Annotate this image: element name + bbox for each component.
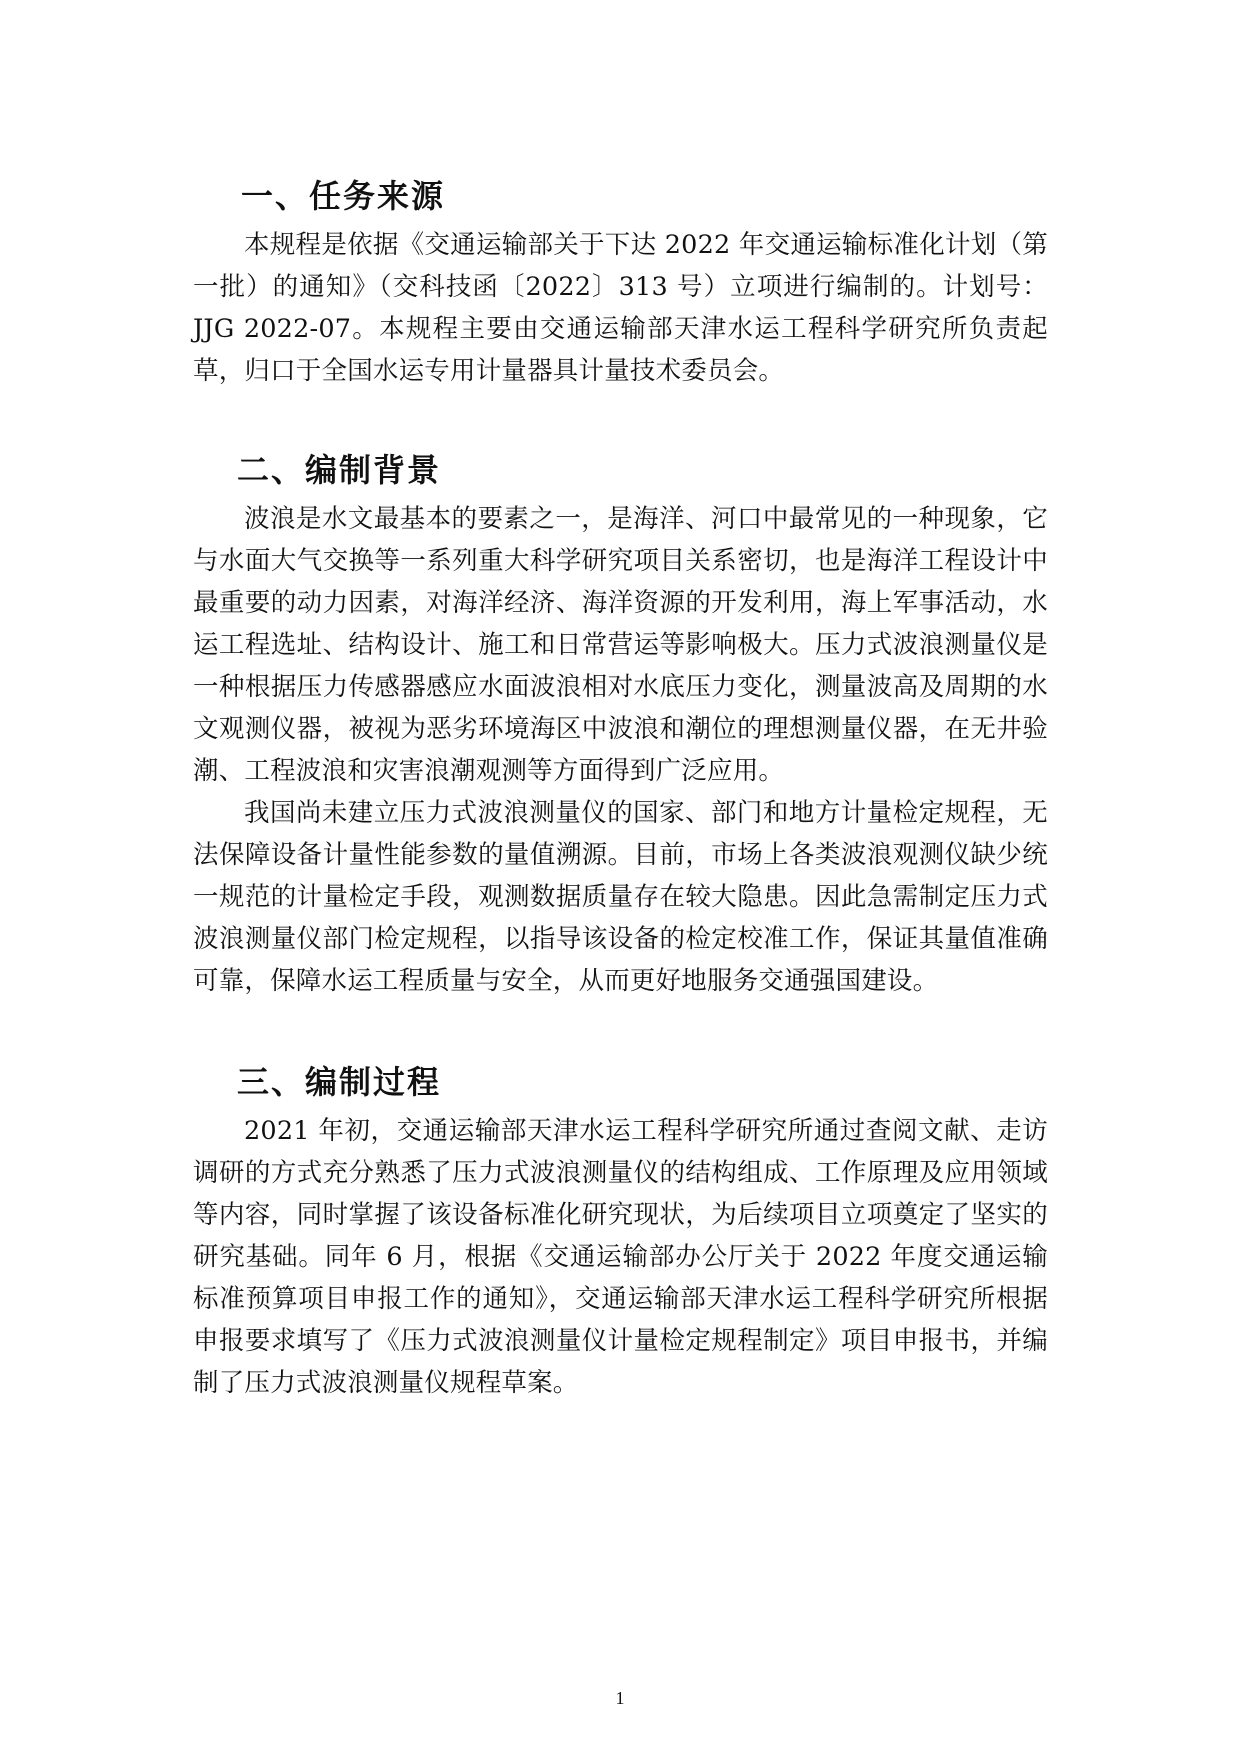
section-title-task-source: 一、任务来源 — [241, 177, 446, 215]
paragraph: 我国尚未建立压力式波浪测量仪的国家、部门和地方计量检定规程，无法保障设备计量性能参数的量值溯源。目前，市场上各类波浪观测仪缺少统一规范的计量检定手段，观测数据质量存在较大隐患。因此急需制定压力式波浪测量仪部门检定规程，以指导该设备的检定校准工作，保证其量值准确可靠，保障水运工程质量与安全，从而更好地服务交通强国建设。 — [193, 798, 1048, 996]
paragraph: 波浪是水文最基本的要素之一，是海洋、河口中最常见的一种现象，它与水面大气交换等一系列重大科学研究项目关系密切，也是海洋工程设计中最重要的动力因素，对海洋经济、海洋资源的开发利用，海上军事活动，水运工程选址、结构设计、施工和日常营运等影响极大。压力式波浪测量仪是一种根据压力传感器感应水面波浪相对水底压力变化，测量波高及周期的水文观测仪器，被视为恶劣环境海区中波浪和潮位的理想测量仪器，在无井验潮、工程波浪和灾害浪潮观测等方面得到广泛应用。 — [193, 504, 1048, 786]
paragraph: 本规程是依据《交通运输部关于下达 2022 年交通运输标准化计划（第一批）的通知》（交科技函〔2022〕313 号）立项进行编制的。计划号：JJG 2022-07。本规程主要由交通运输部天津水运工程科学研究所负责起草，归口于全国水运专用计量器具计量技术委员会。 — [193, 230, 1048, 386]
document-body — [193, 168, 1048, 1404]
section-title-process: 三、编制过程 — [237, 1063, 442, 1101]
page-number: 1 — [615, 1688, 625, 1708]
paragraph: 2021 年初，交通运输部天津水运工程科学研究所通过查阅文献、走访调研的方式充分熟悉了压力式波浪测量仪的结构组成、工作原理及应用领域等内容，同时掌握了该设备标准化研究现状，为后续项目立项奠定了坚实的研究基础。同年 6 月，根据《交通运输部办公厅关于 2022 年度交通运输标准预算项目申报工作的通知》，交通运输部天津水运工程科学研究所根据申报要求填写了《压力式波浪测量仪计量检定规程制定》项目申报书，并编制了压力式波浪测量仪规程草案。 — [193, 1116, 1048, 1398]
section-title-background: 二、编制背景 — [237, 451, 442, 489]
